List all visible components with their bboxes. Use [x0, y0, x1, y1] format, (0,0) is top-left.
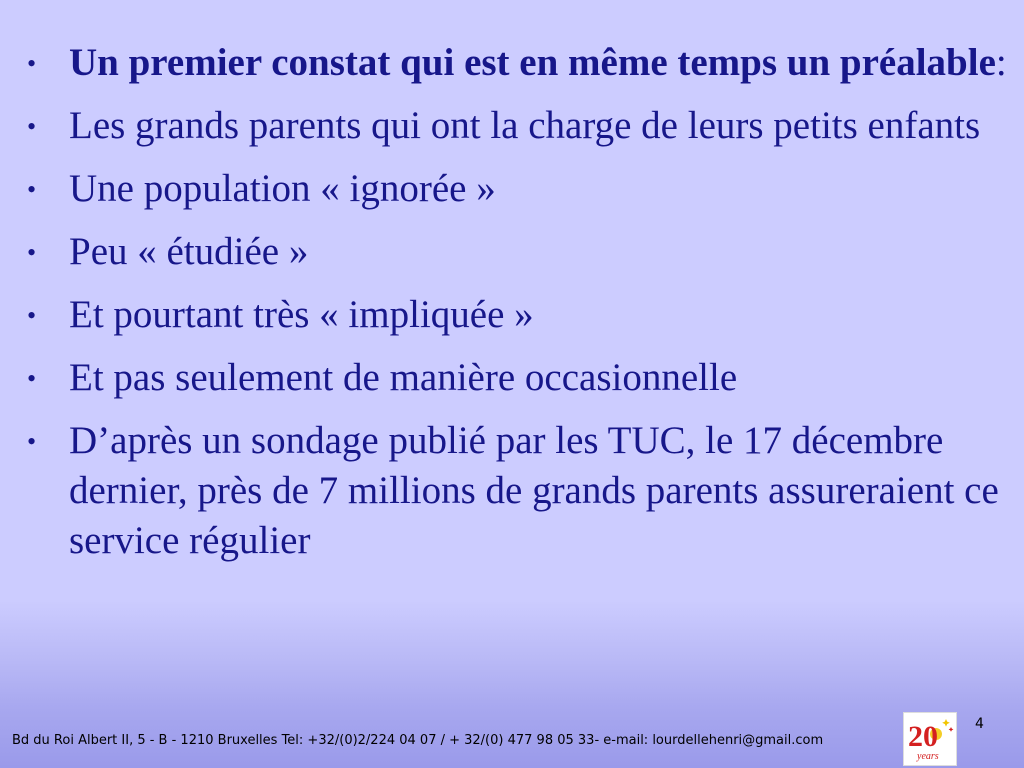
anniversary-logo-icon — [903, 712, 957, 766]
bullet-item-3 — [22, 164, 1012, 214]
bullet-text-4: Peu « étudiée » — [69, 230, 309, 273]
bullet-dot: • — [27, 49, 37, 78]
bullet-list — [22, 38, 1012, 579]
bullet-dot: • — [27, 175, 37, 204]
bullet-item-7 — [22, 416, 1012, 566]
bullet-item-2 — [22, 101, 1012, 151]
logo-number: 20 — [908, 720, 938, 753]
bullet-dot: • — [27, 427, 37, 456]
page-number: 4 — [975, 716, 984, 732]
bullet-text-1: Un premier constat qui est en même temps un préalable — [69, 41, 996, 84]
bullet-text-5: Et pourtant très « impliquée » — [69, 293, 534, 336]
bullet-text-7: D’après un sondage publié par les TUC, le 17 décembre dernier, près de 7 millions de grands parents assureraient ce service régulier — [69, 419, 999, 562]
footer-contact-text: Bd du Roi Albert II, 5 - B - 1210 Bruxelles Tel: +32/(0)2/224 04 07 / + 32/(0) 477 98 05 33- e-mail: lourdellehenri@gmail.com — [12, 733, 824, 748]
bullet-dot: • — [27, 238, 37, 267]
bullet-text-6: Et pas seulement de manière occasionnelle — [69, 356, 738, 399]
bullet-dot: • — [27, 364, 37, 393]
bullet-item-4 — [22, 227, 1012, 277]
bullet-text-2: Les grands parents qui ont la charge de leurs petits enfants — [69, 104, 981, 147]
anniversary-logo-graphic — [904, 713, 956, 765]
bullet-item-6 — [22, 353, 1012, 403]
bullet-suffix-1: : — [995, 41, 1007, 84]
bullet-dot: • — [27, 301, 37, 330]
bullet-item-5 — [22, 290, 1012, 340]
bullet-item-1 — [22, 38, 1012, 88]
logo-word: years — [917, 751, 939, 762]
bullet-text-3: Une population « ignorée » — [69, 167, 496, 210]
bullet-dot: • — [27, 112, 37, 141]
